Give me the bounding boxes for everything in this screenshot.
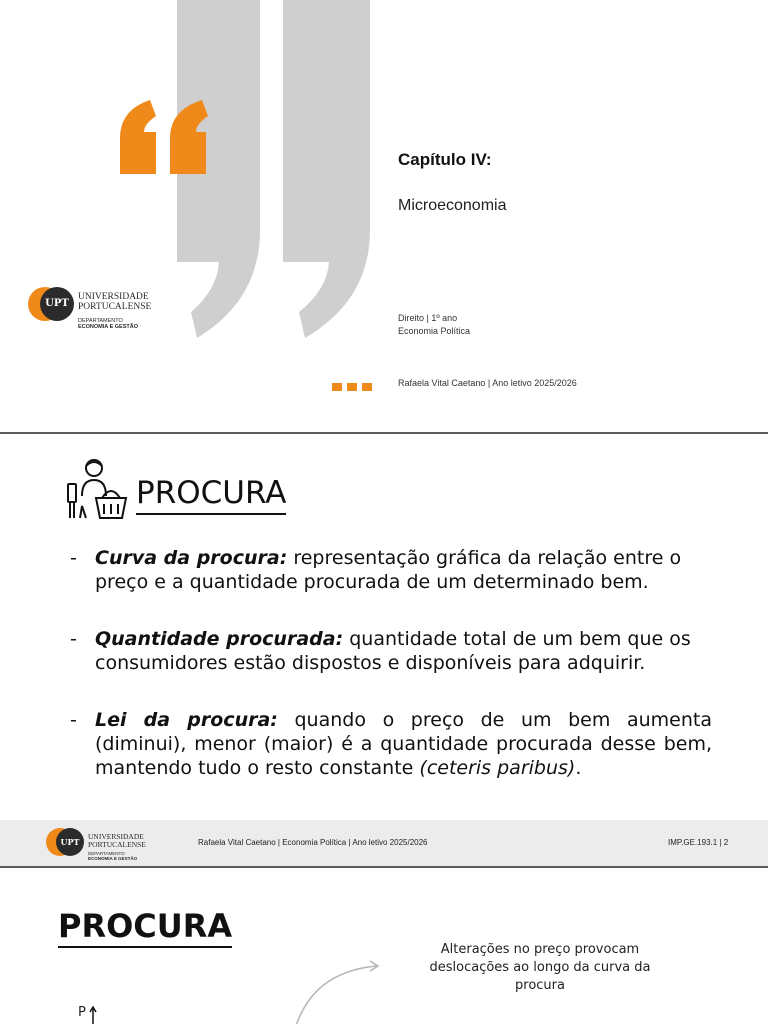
footer-page-code: IMP.GE.193.1 | 2 (668, 838, 729, 847)
orange-square-1 (332, 383, 342, 391)
shopper-with-basket-icon (66, 456, 130, 520)
bullet-term: Curva da procura: (95, 547, 288, 569)
course-line-1: Direito | 1º ano (398, 313, 458, 323)
definitions-list (70, 546, 712, 813)
bullet-quantidade-procurada: - Quantidade procurada: quantidade total de um bem que os consumidores estão dispostos e disponíveis para adquirir. (70, 628, 691, 674)
bullet-term: Lei da procura: (95, 709, 278, 731)
orange-square-3 (362, 383, 372, 391)
logo-initials: UPT (56, 828, 84, 856)
chapter-subtitle: Microeconomia (398, 197, 507, 214)
price-axis (88, 1006, 98, 1024)
bullet-text: representação gráfica da relação entre o preço e a quantidade procurada de um determinado bem. (95, 547, 682, 593)
slide-title: PROCURA (58, 908, 232, 948)
procura-definitions-slide (0, 434, 768, 866)
logo-dept-line1: DEPARTAMENTO (88, 851, 125, 856)
curved-arrow-icon (290, 958, 390, 1024)
price-change-note: Alterações no preço provocam deslocações ao longo da curva da procura (429, 942, 651, 993)
orange-quote-mark-icon (120, 98, 208, 178)
footer-center-text: Rafaela Vital Caetano | Economia Política | Ano letivo 2025/2026 (198, 838, 428, 847)
logo-name-line1: UNIVERSIDADE (78, 292, 149, 302)
logo-dept-line2: ECONOMIA E GESTÃO (88, 856, 138, 862)
chapter-title: Capítulo IV: (398, 150, 492, 169)
slide-title: PROCURA (136, 476, 286, 515)
logo-name-line2: PORTUCALENSE (78, 301, 152, 312)
logo-dept-line2: ECONOMIA E GESTÃO (78, 324, 138, 331)
logo-name-line1: UNIVERSIDADE (88, 832, 144, 841)
title-slide (0, 0, 768, 432)
bullet-italic-tail: (ceteris paribus) (419, 757, 576, 779)
logo-dept-line1: DEPARTAMENTO (78, 318, 123, 324)
procura-curve-slide (0, 868, 768, 1024)
logo-name-line2: PORTUCALENSE (88, 839, 146, 849)
bullet-text: quando o preço de um bem aumenta (diminui), menor (maior) é a quantidade procurada desse bem, mantendo tudo o resto constante (95, 709, 712, 779)
course-line-2: Economia Política (398, 326, 471, 336)
bullet-curva-procura: - Curva da procura: representação gráfica da relação entre o preço e a quantidade procurada de um determinado bem. (70, 547, 682, 593)
bullet-end: . (575, 757, 582, 779)
bullet-lei-procura: - Lei da procura: quando o preço de um bem aumenta (diminui), menor (maior) é a quantidade procurada desse bem, mantendo tudo o resto constante (ceteris paribus). (70, 709, 712, 779)
slide-footer (0, 820, 768, 866)
bullet-term: Quantidade procurada: (95, 628, 344, 650)
bullet-text: quantidade total de um bem que os consumidores estão dispostos e disponíveis para adquirir. (95, 628, 691, 674)
logo-initials: UPT (40, 287, 74, 321)
author-line: Rafaela Vital Caetano | Ano letivo 2025/2026 (398, 378, 577, 388)
orange-square-2 (347, 383, 357, 391)
price-axis-label: P (78, 1005, 86, 1020)
